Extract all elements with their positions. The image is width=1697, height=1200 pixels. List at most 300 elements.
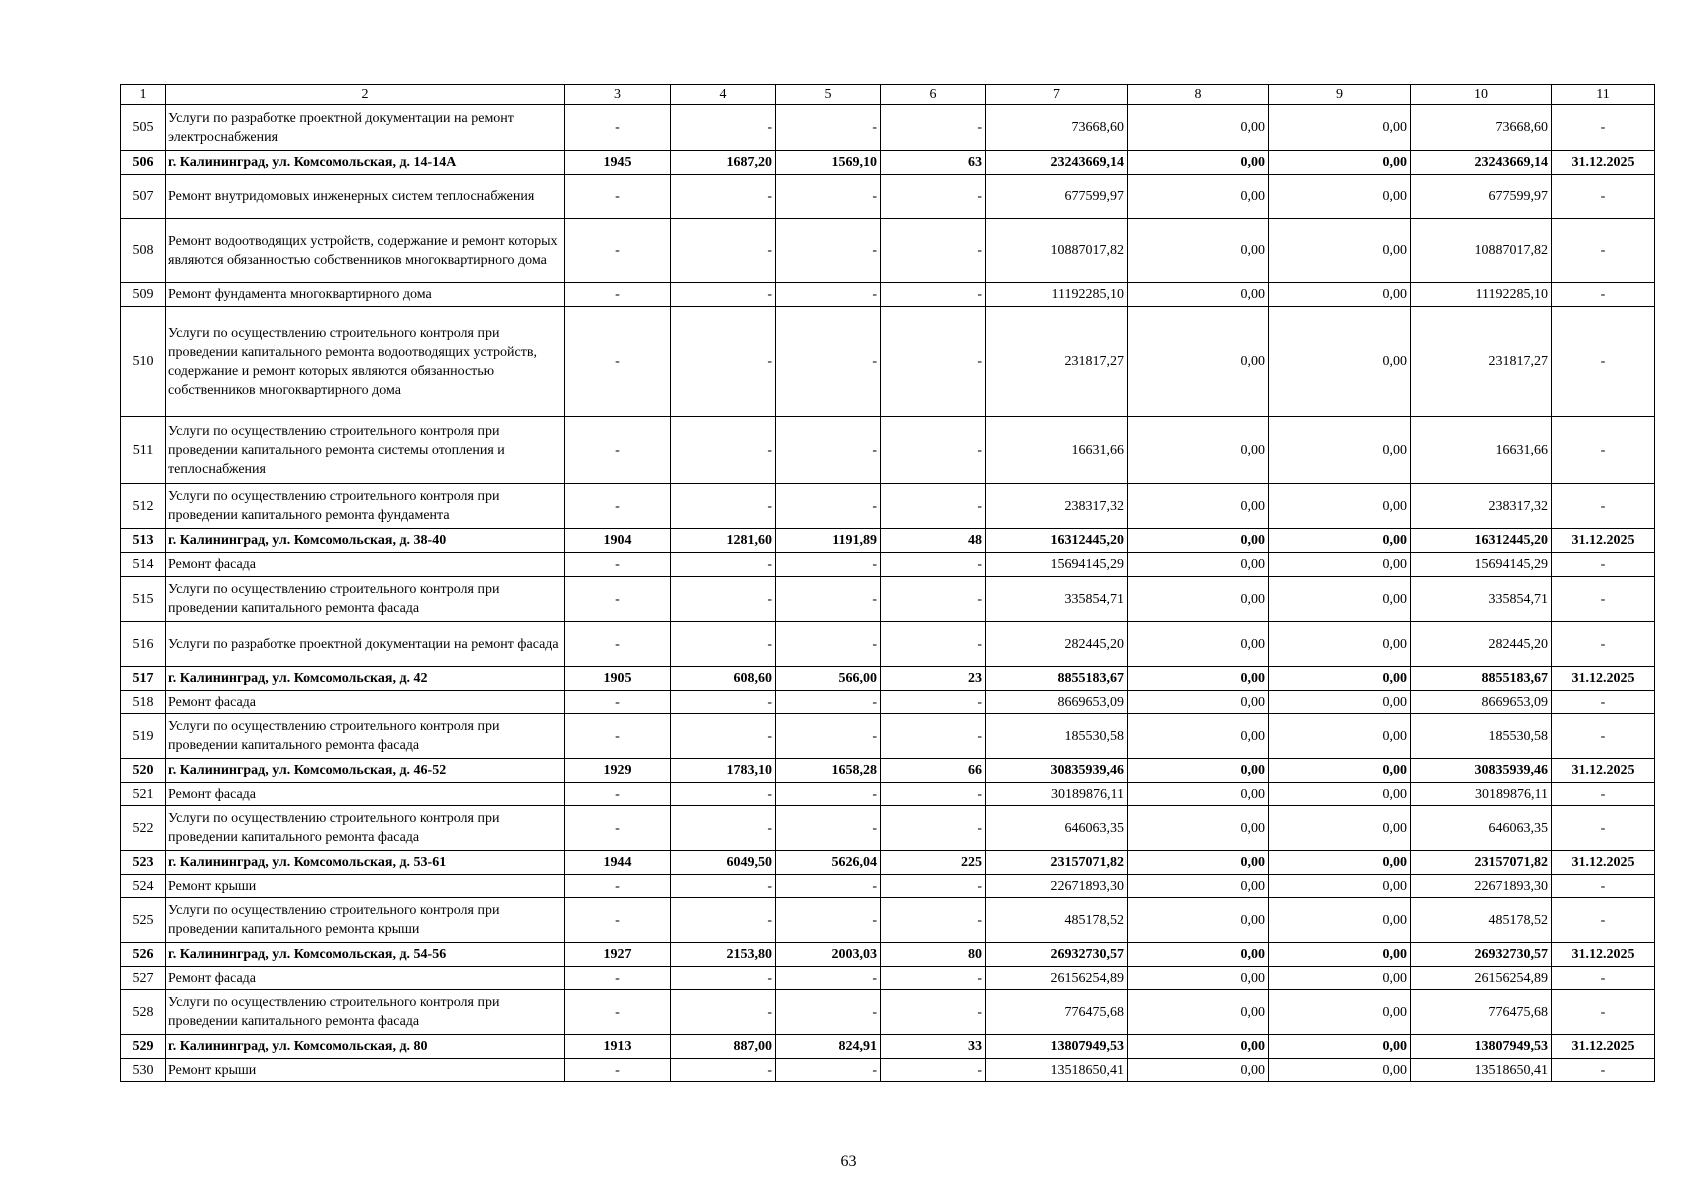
item-name-cell: Услуги по разработке проектной документации на ремонт электроснабжения [166,105,565,151]
residents-cell: - [881,898,986,943]
deadline-cell: 31.12.2025 [1552,667,1655,691]
living-area-cell: - [776,806,881,851]
living-area-cell: - [776,577,881,622]
work-item-row [121,967,1655,990]
row-number-cell: 518 [121,691,166,714]
item-name-cell: Услуги по разработке проектной документации на ремонт фасада [166,622,565,667]
row-number-cell: 510 [121,307,166,417]
item-name-cell: Услуги по осуществлению строительного контроля при проведении капитального ремонта водоотводящих устройств, содержание и ремонт которых являются обязанностью собственников многоквартирного дома [166,307,565,417]
budget-cost-cell: 0,00 [1269,307,1411,417]
budget-cost-cell: 0,00 [1269,1035,1411,1059]
row-number-cell: 527 [121,967,166,990]
total-cost-cell: 30189876,11 [986,783,1128,806]
residents-cell: 48 [881,529,986,553]
deadline-cell: - [1552,417,1655,484]
deadline-cell: - [1552,219,1655,283]
item-name-cell: Ремонт крыши [166,1059,565,1082]
total-area-cell: 608,60 [671,667,776,691]
total-cost-cell: 335854,71 [986,577,1128,622]
living-area-cell: - [776,714,881,759]
row-number-cell: 529 [121,1035,166,1059]
budget-cost-cell: 0,00 [1269,553,1411,577]
work-item-row [121,622,1655,667]
total-cost-cell: 26156254,89 [986,967,1128,990]
deadline-cell: - [1552,967,1655,990]
owner-cost-cell: 10887017,82 [1411,219,1552,283]
page-number: 63 [840,1153,857,1170]
residents-cell: - [881,307,986,417]
residents-cell: - [881,967,986,990]
row-number-cell: 520 [121,759,166,783]
work-item-row [121,714,1655,759]
year-cell: 1905 [565,667,671,691]
item-name-cell: г. Калининград, ул. Комсомольская, д. 80 [166,1035,565,1059]
year-cell: - [565,806,671,851]
address-row [121,151,1655,175]
total-area-cell: - [671,553,776,577]
item-name-cell: Услуги по осуществлению строительного контроля при проведении капитального ремонта фасада [166,990,565,1035]
budget-cost-cell: 0,00 [1269,577,1411,622]
fund-cost-cell: 0,00 [1128,783,1269,806]
item-name-cell: Ремонт фундамента многоквартирного дома [166,283,565,307]
item-name-cell: г. Калининград, ул. Комсомольская, д. 42 [166,667,565,691]
column-header: 4 [671,85,776,105]
work-item-row [121,875,1655,898]
column-header: 3 [565,85,671,105]
fund-cost-cell: 0,00 [1128,898,1269,943]
item-name-cell: г. Калининград, ул. Комсомольская, д. 54-56 [166,943,565,967]
total-cost-cell: 23243669,14 [986,151,1128,175]
budget-cost-cell: 0,00 [1269,967,1411,990]
row-number-cell: 506 [121,151,166,175]
owner-cost-cell: 8855183,67 [1411,667,1552,691]
address-row [121,851,1655,875]
residents-cell: 33 [881,1035,986,1059]
year-cell: - [565,175,671,219]
budget-cost-cell: 0,00 [1269,806,1411,851]
work-item-row [121,1059,1655,1082]
total-area-cell: 2153,80 [671,943,776,967]
item-name-cell: Ремонт фасада [166,783,565,806]
living-area-cell: - [776,417,881,484]
year-cell: - [565,691,671,714]
owner-cost-cell: 231817,27 [1411,307,1552,417]
living-area-cell: - [776,175,881,219]
living-area-cell: - [776,783,881,806]
living-area-cell: 824,91 [776,1035,881,1059]
fund-cost-cell: 0,00 [1128,417,1269,484]
budget-cost-cell: 0,00 [1269,943,1411,967]
living-area-cell: - [776,990,881,1035]
deadline-cell: - [1552,990,1655,1035]
year-cell: 1927 [565,943,671,967]
address-row [121,529,1655,553]
owner-cost-cell: 26156254,89 [1411,967,1552,990]
row-number-cell: 519 [121,714,166,759]
work-item-row [121,484,1655,529]
total-cost-cell: 16312445,20 [986,529,1128,553]
item-name-cell: Ремонт фасада [166,553,565,577]
row-number-cell: 511 [121,417,166,484]
fund-cost-cell: 0,00 [1128,553,1269,577]
year-cell: - [565,783,671,806]
fund-cost-cell: 0,00 [1128,714,1269,759]
fund-cost-cell: 0,00 [1128,175,1269,219]
total-cost-cell: 22671893,30 [986,875,1128,898]
residents-cell: 63 [881,151,986,175]
living-area-cell: - [776,967,881,990]
owner-cost-cell: 677599,97 [1411,175,1552,219]
total-area-cell: - [671,691,776,714]
item-name-cell: Услуги по осуществлению строительного контроля при проведении капитального ремонта фасада [166,806,565,851]
year-cell: - [565,898,671,943]
budget-cost-cell: 0,00 [1269,898,1411,943]
fund-cost-cell: 0,00 [1128,219,1269,283]
deadline-cell: - [1552,484,1655,529]
fund-cost-cell: 0,00 [1128,1035,1269,1059]
fund-cost-cell: 0,00 [1128,105,1269,151]
total-area-cell: - [671,1059,776,1082]
fund-cost-cell: 0,00 [1128,851,1269,875]
residents-cell: 80 [881,943,986,967]
total-area-cell: - [671,783,776,806]
row-number-cell: 507 [121,175,166,219]
budget-cost-cell: 0,00 [1269,783,1411,806]
item-name-cell: г. Калининград, ул. Комсомольская, д. 38-40 [166,529,565,553]
item-name-cell: г. Калининград, ул. Комсомольская, д. 46-52 [166,759,565,783]
year-cell: - [565,105,671,151]
residents-cell: - [881,577,986,622]
total-area-cell: - [671,990,776,1035]
owner-cost-cell: 15694145,29 [1411,553,1552,577]
total-cost-cell: 13807949,53 [986,1035,1128,1059]
living-area-cell: - [776,484,881,529]
row-number-cell: 517 [121,667,166,691]
column-header: 8 [1128,85,1269,105]
work-item-row [121,990,1655,1035]
owner-cost-cell: 30835939,46 [1411,759,1552,783]
owner-cost-cell: 13518650,41 [1411,1059,1552,1082]
total-cost-cell: 10887017,82 [986,219,1128,283]
total-area-cell: - [671,175,776,219]
total-area-cell: - [671,714,776,759]
total-cost-cell: 231817,27 [986,307,1128,417]
work-item-row [121,806,1655,851]
work-item-row [121,175,1655,219]
budget-cost-cell: 0,00 [1269,1059,1411,1082]
residents-cell: - [881,990,986,1035]
budget-cost-cell: 0,00 [1269,151,1411,175]
year-cell: - [565,484,671,529]
owner-cost-cell: 11192285,10 [1411,283,1552,307]
residents-cell: - [881,622,986,667]
deadline-cell: 31.12.2025 [1552,151,1655,175]
item-name-cell: Ремонт крыши [166,875,565,898]
living-area-cell: 2003,03 [776,943,881,967]
budget-cost-cell: 0,00 [1269,283,1411,307]
fund-cost-cell: 0,00 [1128,529,1269,553]
work-item-row [121,577,1655,622]
address-row [121,667,1655,691]
residents-cell: 66 [881,759,986,783]
living-area-cell: - [776,875,881,898]
total-cost-cell: 23157071,82 [986,851,1128,875]
item-name-cell: Услуги по осуществлению строительного контроля при проведении капитального ремонта фасада [166,714,565,759]
total-area-cell: 887,00 [671,1035,776,1059]
owner-cost-cell: 26932730,57 [1411,943,1552,967]
total-cost-cell: 13518650,41 [986,1059,1128,1082]
total-area-cell: 1783,10 [671,759,776,783]
address-row [121,759,1655,783]
owner-cost-cell: 282445,20 [1411,622,1552,667]
deadline-cell: - [1552,898,1655,943]
column-header: 6 [881,85,986,105]
address-row [121,1035,1655,1059]
work-item-row [121,417,1655,484]
total-cost-cell: 485178,52 [986,898,1128,943]
residents-cell: - [881,175,986,219]
total-area-cell: - [671,577,776,622]
item-name-cell: Ремонт фасада [166,691,565,714]
row-number-cell: 530 [121,1059,166,1082]
residents-cell: - [881,219,986,283]
total-area-cell: 6049,50 [671,851,776,875]
work-item-row [121,283,1655,307]
fund-cost-cell: 0,00 [1128,943,1269,967]
work-item-row [121,691,1655,714]
year-cell: 1944 [565,851,671,875]
budget-cost-cell: 0,00 [1269,667,1411,691]
owner-cost-cell: 22671893,30 [1411,875,1552,898]
fund-cost-cell: 0,00 [1128,967,1269,990]
column-header: 1 [121,85,166,105]
living-area-cell: - [776,898,881,943]
living-area-cell: 1191,89 [776,529,881,553]
fund-cost-cell: 0,00 [1128,990,1269,1035]
deadline-cell: 31.12.2025 [1552,529,1655,553]
table-body [121,105,1655,1082]
fund-cost-cell: 0,00 [1128,151,1269,175]
residents-cell: - [881,714,986,759]
row-number-cell: 516 [121,622,166,667]
total-cost-cell: 185530,58 [986,714,1128,759]
residents-cell: - [881,875,986,898]
item-name-cell: г. Калининград, ул. Комсомольская, д. 53-61 [166,851,565,875]
residents-cell: 225 [881,851,986,875]
fund-cost-cell: 0,00 [1128,691,1269,714]
total-area-cell: - [671,219,776,283]
deadline-cell: - [1552,553,1655,577]
owner-cost-cell: 335854,71 [1411,577,1552,622]
budget-cost-cell: 0,00 [1269,219,1411,283]
budget-cost-cell: 0,00 [1269,175,1411,219]
year-cell: - [565,714,671,759]
item-name-cell: Ремонт фасада [166,967,565,990]
deadline-cell: - [1552,105,1655,151]
row-number-cell: 526 [121,943,166,967]
row-number-cell: 514 [121,553,166,577]
budget-cost-cell: 0,00 [1269,417,1411,484]
owner-cost-cell: 16312445,20 [1411,529,1552,553]
total-cost-cell: 8669653,09 [986,691,1128,714]
budget-cost-cell: 0,00 [1269,851,1411,875]
residents-cell: - [881,1059,986,1082]
year-cell: - [565,990,671,1035]
living-area-cell: 566,00 [776,667,881,691]
year-cell: - [565,283,671,307]
residents-cell: - [881,484,986,529]
total-area-cell: - [671,622,776,667]
work-item-row [121,219,1655,283]
work-item-row [121,307,1655,417]
column-header: 7 [986,85,1128,105]
deadline-cell: - [1552,307,1655,417]
total-area-cell: - [671,898,776,943]
living-area-cell: 1658,28 [776,759,881,783]
living-area-cell: - [776,283,881,307]
owner-cost-cell: 485178,52 [1411,898,1552,943]
address-row [121,943,1655,967]
total-area-cell: 1281,60 [671,529,776,553]
item-name-cell: Услуги по осуществлению строительного контроля при проведении капитального ремонта фундамента [166,484,565,529]
row-number-cell: 515 [121,577,166,622]
fund-cost-cell: 0,00 [1128,1059,1269,1082]
year-cell: - [565,622,671,667]
column-header: 10 [1411,85,1552,105]
budget-cost-cell: 0,00 [1269,990,1411,1035]
deadline-cell: - [1552,175,1655,219]
owner-cost-cell: 30189876,11 [1411,783,1552,806]
deadline-cell: 31.12.2025 [1552,851,1655,875]
residents-cell: - [881,105,986,151]
owner-cost-cell: 238317,32 [1411,484,1552,529]
year-cell: 1913 [565,1035,671,1059]
owner-cost-cell: 23157071,82 [1411,851,1552,875]
total-cost-cell: 73668,60 [986,105,1128,151]
owner-cost-cell: 73668,60 [1411,105,1552,151]
living-area-cell: - [776,1059,881,1082]
residents-cell: 23 [881,667,986,691]
total-area-cell: - [671,806,776,851]
row-number-cell: 509 [121,283,166,307]
row-number-cell: 524 [121,875,166,898]
total-area-cell: - [671,417,776,484]
column-header: 2 [166,85,565,105]
column-header: 9 [1269,85,1411,105]
deadline-cell: - [1552,1059,1655,1082]
budget-cost-cell: 0,00 [1269,875,1411,898]
fund-cost-cell: 0,00 [1128,283,1269,307]
deadline-cell: 31.12.2025 [1552,759,1655,783]
work-item-row [121,783,1655,806]
year-cell: - [565,307,671,417]
column-header: 11 [1552,85,1655,105]
item-name-cell: Услуги по осуществлению строительного контроля при проведении капитального ремонта фасада [166,577,565,622]
total-cost-cell: 677599,97 [986,175,1128,219]
deadline-cell: - [1552,714,1655,759]
total-area-cell: - [671,875,776,898]
row-number-cell: 513 [121,529,166,553]
column-header: 5 [776,85,881,105]
work-item-row [121,898,1655,943]
owner-cost-cell: 13807949,53 [1411,1035,1552,1059]
deadline-cell: 31.12.2025 [1552,1035,1655,1059]
living-area-cell: - [776,219,881,283]
living-area-cell: - [776,553,881,577]
year-cell: 1904 [565,529,671,553]
item-name-cell: Услуги по осуществлению строительного контроля при проведении капитального ремонта системы отопления и теплоснабжения [166,417,565,484]
row-number-cell: 508 [121,219,166,283]
fund-cost-cell: 0,00 [1128,622,1269,667]
living-area-cell: - [776,691,881,714]
row-number-cell: 528 [121,990,166,1035]
year-cell: - [565,553,671,577]
item-name-cell: Ремонт внутридомовых инженерных систем теплоснабжения [166,175,565,219]
deadline-cell: - [1552,806,1655,851]
budget-cost-cell: 0,00 [1269,529,1411,553]
budget-cost-cell: 0,00 [1269,484,1411,529]
total-area-cell: - [671,283,776,307]
residents-cell: - [881,806,986,851]
deadline-cell: - [1552,875,1655,898]
owner-cost-cell: 8669653,09 [1411,691,1552,714]
deadline-cell: - [1552,622,1655,667]
work-item-row [121,553,1655,577]
budget-cost-cell: 0,00 [1269,105,1411,151]
budget-cost-cell: 0,00 [1269,759,1411,783]
total-cost-cell: 282445,20 [986,622,1128,667]
fund-cost-cell: 0,00 [1128,577,1269,622]
owner-cost-cell: 646063,35 [1411,806,1552,851]
year-cell: - [565,1059,671,1082]
year-cell: - [565,577,671,622]
owner-cost-cell: 23243669,14 [1411,151,1552,175]
total-cost-cell: 16631,66 [986,417,1128,484]
fund-cost-cell: 0,00 [1128,806,1269,851]
living-area-cell: - [776,622,881,667]
column-number-row [121,85,1655,105]
fund-cost-cell: 0,00 [1128,875,1269,898]
deadline-cell: - [1552,691,1655,714]
total-area-cell: 1687,20 [671,151,776,175]
item-name-cell: Услуги по осуществлению строительного контроля при проведении капитального ремонта крыши [166,898,565,943]
budget-cost-cell: 0,00 [1269,622,1411,667]
row-number-cell: 525 [121,898,166,943]
fund-cost-cell: 0,00 [1128,759,1269,783]
deadline-cell: - [1552,577,1655,622]
capital-repair-table [120,84,1655,1082]
total-area-cell: - [671,484,776,529]
total-cost-cell: 8855183,67 [986,667,1128,691]
living-area-cell: 1569,10 [776,151,881,175]
residents-cell: - [881,691,986,714]
deadline-cell: - [1552,783,1655,806]
item-name-cell: Ремонт водоотводящих устройств, содержание и ремонт которых являются обязанностью собственников многоквартирного дома [166,219,565,283]
row-number-cell: 523 [121,851,166,875]
year-cell: - [565,967,671,990]
deadline-cell: - [1552,283,1655,307]
residents-cell: - [881,417,986,484]
row-number-cell: 521 [121,783,166,806]
residents-cell: - [881,283,986,307]
year-cell: - [565,219,671,283]
residents-cell: - [881,783,986,806]
total-area-cell: - [671,307,776,417]
fund-cost-cell: 0,00 [1128,667,1269,691]
total-cost-cell: 11192285,10 [986,283,1128,307]
row-number-cell: 522 [121,806,166,851]
fund-cost-cell: 0,00 [1128,307,1269,417]
